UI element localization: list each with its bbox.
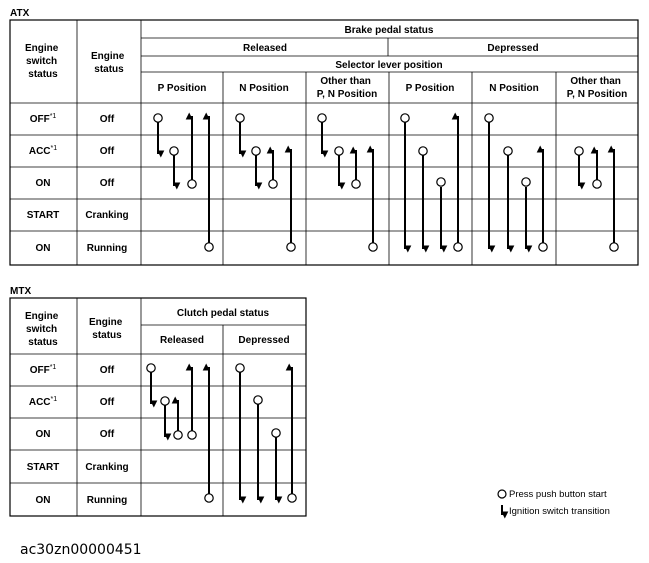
mtx-row-engine-off: Off	[99, 429, 115, 440]
mtx-depressed-header: Depressed	[238, 335, 290, 346]
atx-transitions	[158, 116, 614, 249]
atx-row-switch-on: ON	[35, 178, 51, 189]
mtx-row-labels	[27, 364, 129, 506]
mtx-row-switch-on: ON	[35, 429, 51, 440]
mtx-row-switch-off: OFF$^{*1}$	[29, 364, 57, 376]
atx-engine-status-header: Engine status	[90, 51, 125, 75]
mtx-row-switch-on-running: ON	[35, 495, 51, 506]
atx-selector-lever-position-header: Selector lever position	[335, 60, 443, 71]
circle-legend-icon	[498, 490, 506, 498]
mtx-clutch-pedal-status-header: Clutch pedal status	[176, 308, 270, 319]
atx-row-switch-acc: ACC$^{*1}$	[28, 145, 58, 157]
atx-row-labels	[27, 113, 129, 254]
atx-section-label: ATX	[10, 8, 30, 19]
atx-row-engine-running: Running	[86, 243, 128, 254]
atx-row-switch-off: OFF$^{*1}$	[29, 113, 57, 125]
atx-start-circles	[154, 114, 618, 251]
atx-depressed-n-position-header: N Position	[489, 83, 539, 94]
atx-depressed-header: Depressed	[487, 43, 539, 54]
legend-circle-label: Press push button start	[509, 489, 607, 500]
atx-released-n-position-header: N Position	[239, 83, 289, 94]
atx-engine-switch-status-header: Engine switch status	[24, 43, 59, 80]
atx-depressed-other-header: Other than P, N Position	[566, 76, 628, 100]
atx-released-other-header: Other than P, N Position	[316, 76, 378, 100]
mtx-section-label: MTX	[10, 286, 32, 297]
mtx-row-engine-cranking: Cranking	[85, 462, 129, 473]
mtx-engine-status-header: Engine status	[88, 317, 123, 341]
atx-row-switch-start: START	[26, 210, 60, 221]
mtx-row-engine-off: Off	[99, 365, 115, 376]
atx-released-p-position-header: P Position	[157, 83, 207, 94]
mtx-released-header: Released	[160, 335, 204, 346]
atx-brake-pedal-status-header: Brake pedal status	[344, 25, 434, 36]
legend	[498, 489, 610, 517]
atx-row-engine-off: Off	[99, 146, 115, 157]
atx-depressed-p-position-header: P Position	[405, 83, 455, 94]
mtx-start-circles	[147, 364, 296, 502]
mtx-row-engine-off: Off	[99, 397, 115, 408]
mtx-transitions	[151, 367, 292, 500]
mtx-row-switch-start: START	[26, 462, 60, 473]
atx-row-engine-off: Off	[99, 178, 115, 189]
figure-id: ac30zn00000451	[20, 542, 142, 558]
atx-row-switch-on-running: ON	[35, 243, 51, 254]
mtx-row-switch-acc: ACC$^{*1}$	[28, 396, 58, 408]
mtx-row-engine-running: Running	[86, 495, 128, 506]
legend-arrow-label: Ignition switch transition	[509, 506, 610, 517]
atx-released-header: Released	[243, 43, 287, 54]
atx-row-engine-off: Off	[99, 114, 115, 125]
atx-row-engine-cranking: Cranking	[85, 210, 129, 221]
mtx-engine-switch-status-header: Engine switch status	[24, 311, 59, 348]
